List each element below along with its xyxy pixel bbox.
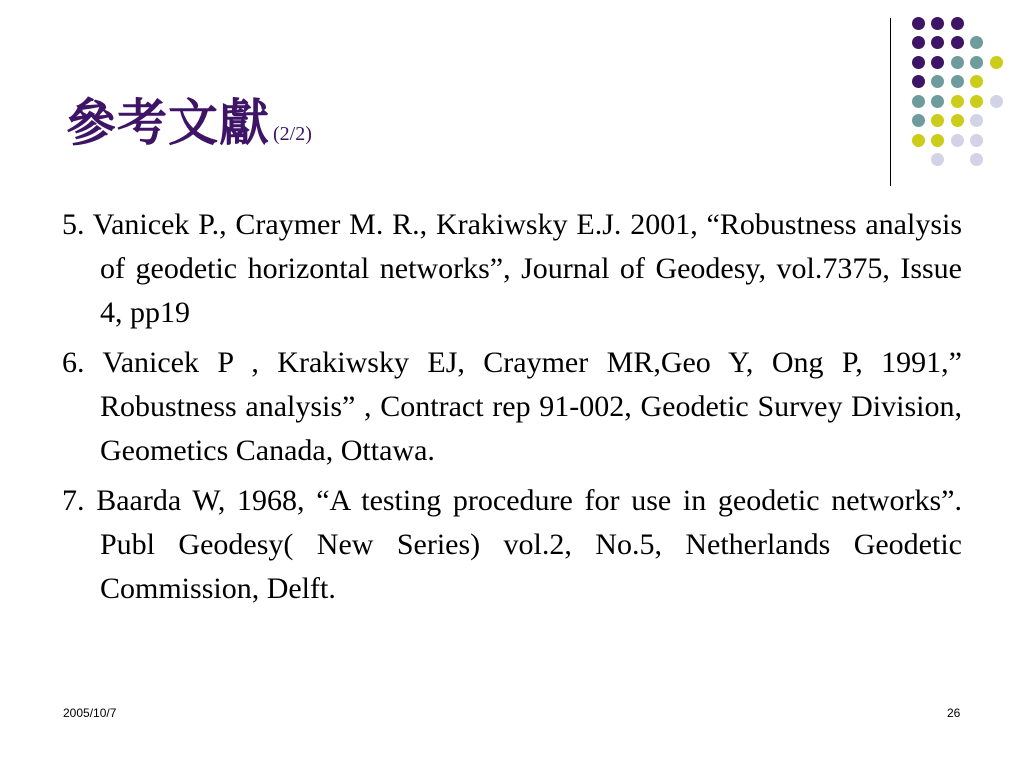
decorative-dot [912,114,925,127]
decorative-dot [970,56,983,69]
decorative-dot [990,95,1003,108]
decorative-dot [970,153,983,166]
decorative-dot [931,134,944,147]
reference-item: 6. Vanicek P , Krakiwsky EJ, Craymer MR,Geo Y, Ong P, 1991,” Robustness analysis” , Contract rep 91-002, Geodetic Survey Division, Geometics Canada, Ottawa. [62,346,962,467]
slide-number: 26 [947,706,961,720]
slide-title [66,83,312,153]
decorative-dot [951,17,964,30]
title-divider-line [890,18,891,186]
reference-item: 7. Baarda W, 1968, “A testing procedure for use in geodetic networks”. Publ Geodesy( New Series) vol.2, No.5, Netherlands Geodetic Commission, Delft. [62,484,962,605]
decorative-dot [912,75,925,88]
decorative-dot [931,153,944,166]
decorative-dot [931,95,944,108]
decorative-dot [931,17,944,30]
decorative-dot [912,56,925,69]
footer-date: 2005/10/7 [63,706,117,720]
decorative-dot [912,36,925,49]
decorative-dot [951,95,964,108]
decorative-dot [912,95,925,108]
title-text: 參考文獻 [66,93,270,152]
decorative-dot [951,114,964,127]
decorative-dot [931,56,944,69]
decorative-dot [970,134,983,147]
decorative-dot [931,114,944,127]
decorative-dot [912,17,925,30]
decorative-dot [912,134,925,147]
decorative-dot [970,114,983,127]
decorative-dot [970,75,983,88]
decorative-dot [970,36,983,49]
title-part-indicator: (2/2) [273,123,312,145]
decorative-dot [951,75,964,88]
decorative-dot [970,95,983,108]
decorative-dot [931,36,944,49]
decorative-dot [951,56,964,69]
decorative-dot [931,75,944,88]
reference-item: 5. Vanicek P., Craymer M. R., Krakiwsky E.J. 2001, “Robustness analysis of geodetic horizontal networks”, Journal of Geodesy, vol.7375, Issue 4, pp19 [62,208,962,329]
decorative-dot [951,36,964,49]
decorative-dot [951,134,964,147]
decorative-dot [990,56,1003,69]
reference-list [62,203,962,617]
